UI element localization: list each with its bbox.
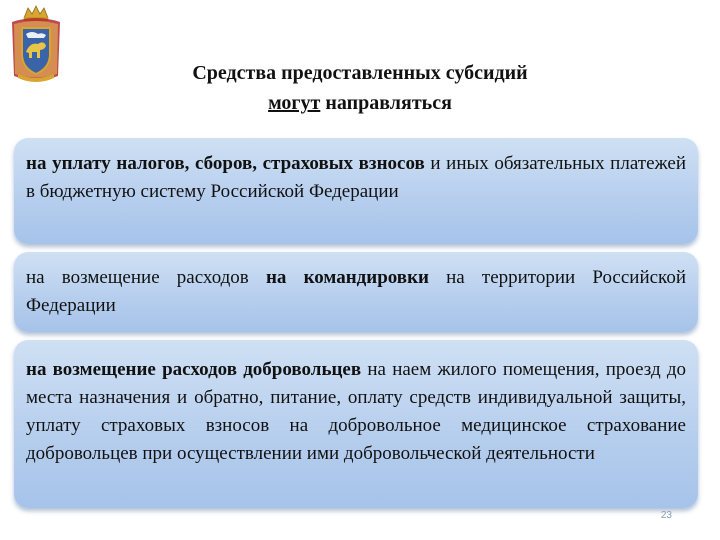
item-2-bold: на командировки [265, 267, 429, 288]
title-underlined-word: могут [268, 92, 321, 114]
coat-of-arms-icon [8, 4, 64, 84]
subsidy-item-business-trips [14, 252, 698, 332]
title-line-2-rest: направляться [320, 92, 452, 114]
subsidy-item-volunteers [14, 340, 698, 508]
item-3-text: на наем жилого помещения, проезд до места назначения и обратно, питание, оплату средств индивидуальной защиты, уплату страховых взносов на добровольное медицинское страхование добровольцев при осуществлении ими добровольческой деятельности [26, 359, 687, 464]
item-2-prefix: на возмещение расходов [26, 267, 266, 288]
title-line-2 [90, 88, 630, 118]
page-number: 23 [660, 510, 672, 521]
item-3-bold: на возмещение расходов добровольцев [26, 359, 362, 380]
item-1-text: и иных обязательных платежей в бюджетную систему Российской Федерации [26, 153, 686, 202]
item-1-bold: на уплату налогов, сборов, страховых взносов [26, 153, 425, 174]
item-2-text: на территории Российской Федерации [26, 267, 686, 316]
slide-title [90, 58, 630, 118]
title-line-1: Средства предоставленных субсидий [192, 62, 528, 84]
subsidy-item-taxes [14, 138, 698, 244]
